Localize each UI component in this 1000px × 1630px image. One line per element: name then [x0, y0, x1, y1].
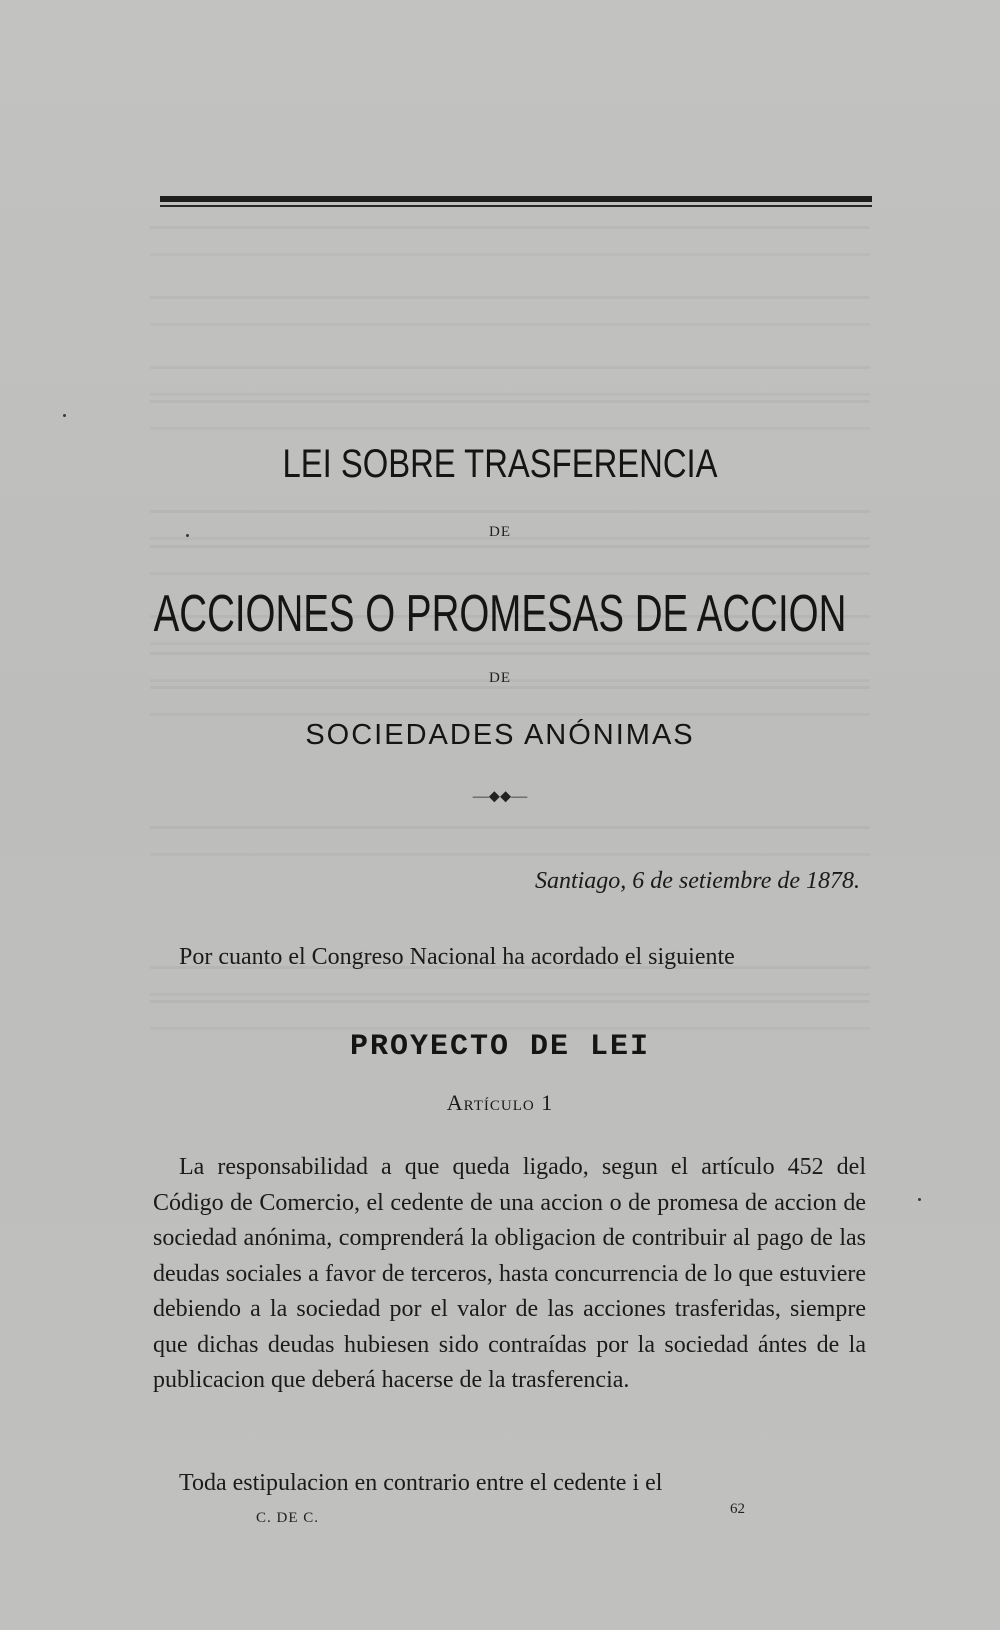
bleed-through-line — [150, 226, 870, 256]
dateline: Santiago, 6 de setiembre de 1878. — [534, 868, 860, 894]
title-connector-1: DE — [489, 524, 511, 540]
article-heading: Artículo 1 — [446, 1090, 554, 1115]
paper-speck — [918, 1198, 921, 1201]
header-rule-thick — [160, 196, 872, 202]
title-line-3: SOCIEDADES ANÓNIMAS — [305, 719, 695, 751]
bleed-through-line — [150, 1000, 870, 1030]
article-paragraph-2: Toda estipulacion en contrario entre el cedente i el — [179, 1470, 663, 1496]
title-line-2: ACCIONES O PROMESAS DE ACCION — [153, 585, 847, 643]
ornament-divider: —⬥⬥— — [472, 788, 528, 805]
header-rule-thin — [160, 205, 872, 207]
paper-speck — [186, 534, 189, 537]
preamble-paragraph: Por cuanto el Congreso Nacional ha acordado el siguiente — [179, 944, 735, 970]
sheet-number: 62 — [730, 1501, 745, 1517]
bleed-through-line — [150, 400, 870, 430]
bill-heading: PROYECTO DE LEI — [349, 1030, 651, 1064]
article-paragraph-1: La responsabilidad a que queda ligado, segun el artículo 452 del Código de Comercio, el cedente de una accion o de promesa de accion de sociedad anónima, comprenderá la obligacion de contribuir al pago de las deudas sociales a favor de terceros, hasta concurrencia de lo que estuviere debiendo a la sociedad por el valor de las acciones trasferidas, siempre que dichas deudas hubiesen sido contraídas por la sociedad ántes de la publicacion que deberá hacerse de la trasferencia. — [153, 1154, 866, 1393]
bleed-through-line — [150, 296, 870, 326]
paper-speck — [63, 414, 66, 417]
bleed-through-line — [150, 686, 870, 716]
bleed-through-line — [150, 826, 870, 856]
signature-mark: C. DE C. — [256, 1510, 320, 1526]
bleed-through-line — [150, 545, 870, 575]
title-line-1: LEI SOBRE TRASFERENCIA — [282, 442, 718, 486]
title-connector-2: DE — [489, 670, 511, 686]
bleed-through-line — [150, 366, 870, 396]
